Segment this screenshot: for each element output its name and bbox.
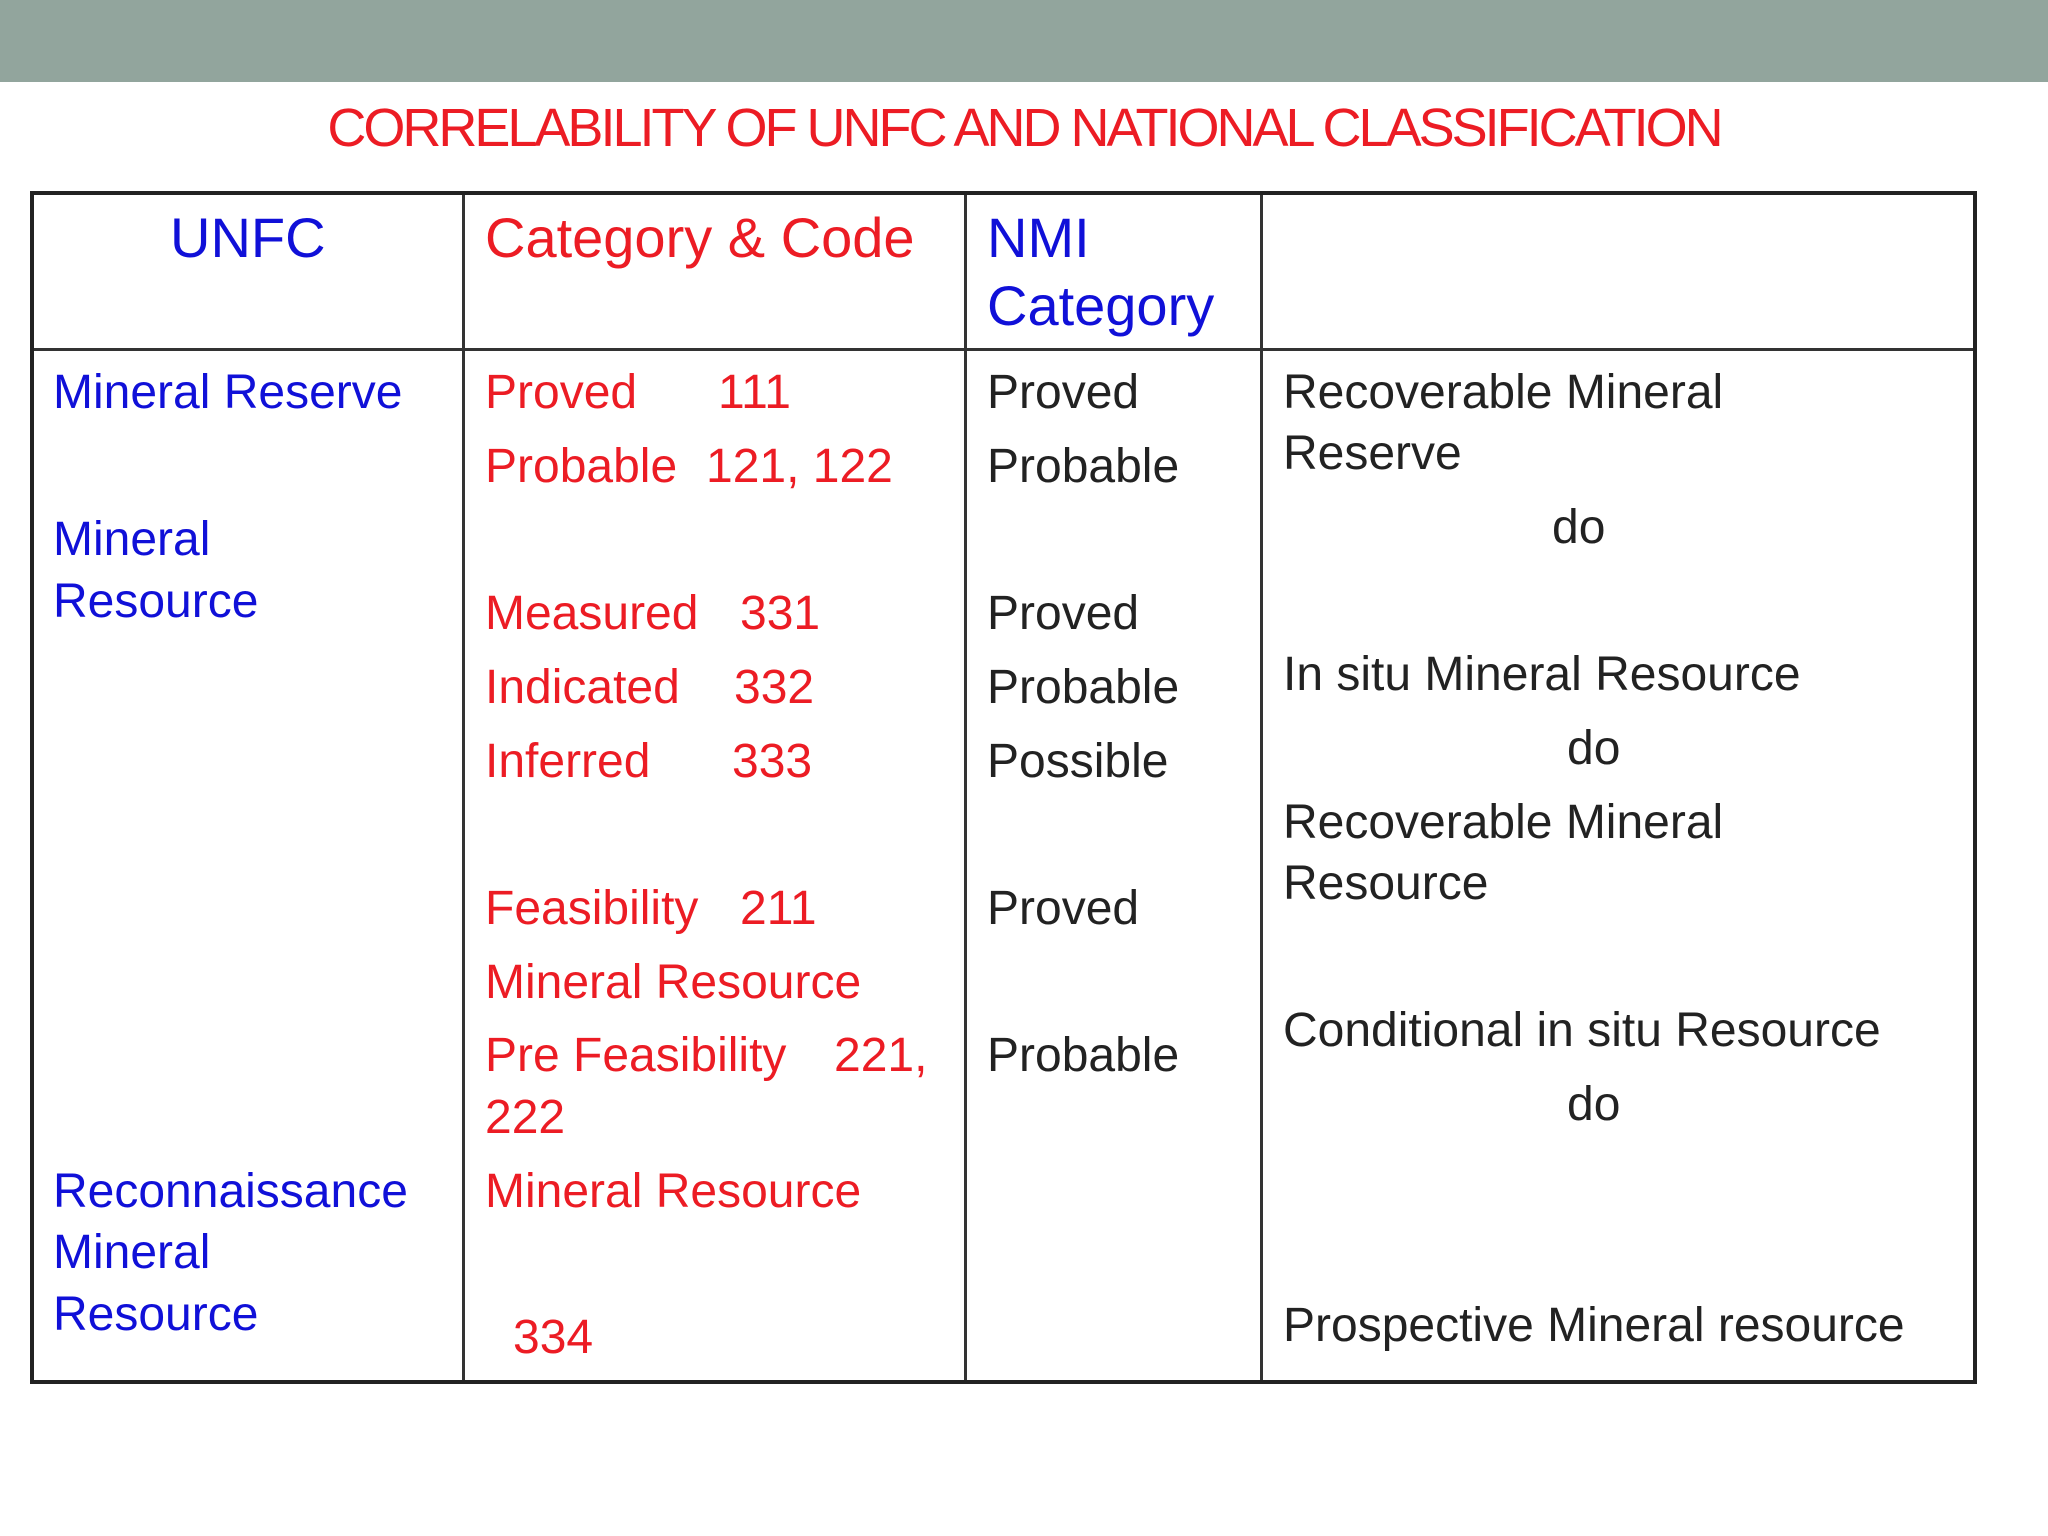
code-proved: 111 [718,366,791,419]
nmi-possible: Possible [987,735,1169,788]
column-divider-3 [1260,195,1263,1380]
category-feasibility: Feasibility [485,882,699,935]
desc-ditto-3: do [1567,1078,1621,1131]
nmi-proved-1: Proved [987,366,1140,419]
category-mineral-resource-b: Mineral Resource [485,1165,862,1218]
category-mineral-resource-a: Mineral Resource [485,956,862,1009]
header-unfc: UNFC [170,206,326,269]
nmi-proved-2: Proved [987,587,1140,640]
header-nmi-line1: NMI [987,206,1090,269]
desc-conditional-resource: Conditional in situ Resource [1283,1004,1881,1057]
desc-in-situ-resource: In situ Mineral Resource [1283,648,1801,701]
unfc-reconnaissance-line3: Resource [53,1288,259,1341]
slide-title: CORRELABILITY OF UNFC AND NATIONAL CLASSIFICATION [327,98,1721,158]
desc-prospective-resource: Prospective Mineral resource [1283,1299,1905,1352]
code-measured: 331 [740,587,821,640]
code-334: 334 [513,1311,594,1364]
header-nmi-line2: Category [987,274,1215,337]
column-divider-1 [462,195,465,1380]
nmi-probable-1: Probable [987,440,1180,493]
desc-recoverable-reserve-line2: Reserve [1283,427,1462,480]
header-divider [34,348,1973,351]
top-banner [0,0,2048,82]
unfc-mineral-resource-line1: Mineral [53,513,211,566]
unfc-reconnaissance-line1: Reconnaissance [53,1165,408,1218]
code-inferred: 333 [732,735,813,788]
code-pre-feasibility-cont: 222 [485,1091,566,1144]
unfc-mineral-reserve: Mineral Reserve [53,366,403,419]
category-indicated: Indicated [485,661,680,714]
code-probable: 121, 122 [706,440,893,493]
category-pre-feasibility: Pre Feasibility [485,1029,787,1082]
desc-recoverable-resource-line2: Resource [1283,857,1489,910]
desc-ditto-2: do [1567,722,1621,775]
unfc-reconnaissance-line2: Mineral [53,1226,211,1279]
category-proved: Proved [485,366,638,419]
code-feasibility: 211 [740,882,817,935]
unfc-mineral-resource-line2: Resource [53,575,259,628]
desc-ditto-1: do [1552,501,1606,554]
column-divider-2 [964,195,967,1380]
nmi-proved-3: Proved [987,882,1140,935]
nmi-probable-3: Probable [987,1029,1180,1082]
category-measured: Measured [485,587,699,640]
code-indicated: 332 [734,661,815,714]
nmi-probable-2: Probable [987,661,1180,714]
header-category-code: Category & Code [485,206,915,269]
category-inferred: Inferred [485,735,651,788]
code-pre-feasibility: 221, [834,1029,928,1082]
desc-recoverable-resource-line1: Recoverable Mineral [1283,796,1724,849]
category-probable: Probable [485,440,678,493]
desc-recoverable-reserve-line1: Recoverable Mineral [1283,366,1724,419]
